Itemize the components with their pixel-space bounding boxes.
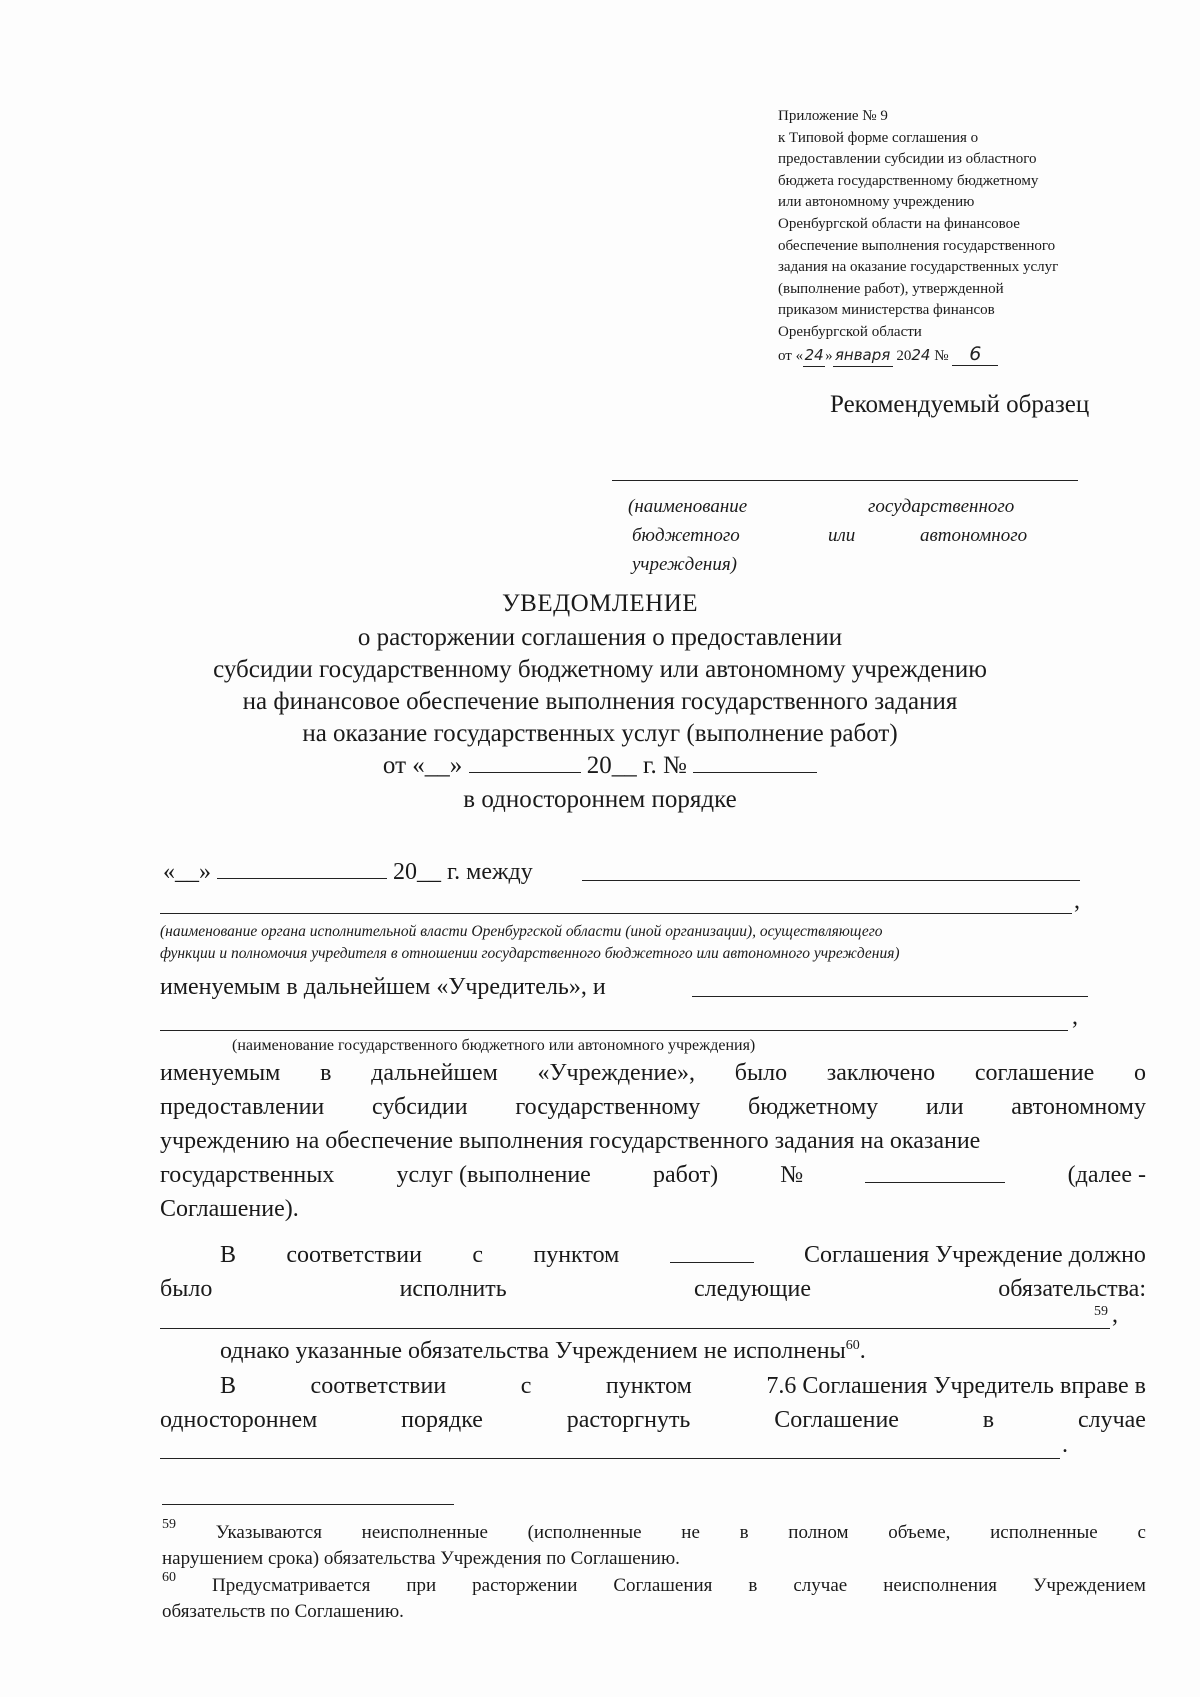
recipient-caption: или bbox=[828, 525, 856, 546]
appendix-line: задания на оказание государственных услуг bbox=[778, 259, 1059, 276]
agreement-date-open: «__» bbox=[163, 859, 217, 885]
word: В bbox=[220, 1373, 237, 1399]
word: случае bbox=[1077, 1407, 1146, 1433]
word: работ) bbox=[653, 1162, 719, 1188]
title-date-prefix: от «__» bbox=[382, 752, 469, 779]
paragraph-line bbox=[220, 1338, 866, 1365]
case-line bbox=[160, 1458, 1060, 1459]
footnote-number: 60 bbox=[162, 1570, 176, 1585]
founder-caption: (наименование органа исполнительной власти Оренбургской области (иной организации), осуществляющего bbox=[160, 923, 883, 940]
handwritten-year-suffix: 24 bbox=[911, 345, 931, 364]
recipient-caption: автономного bbox=[920, 525, 1028, 546]
blank-line bbox=[469, 752, 581, 773]
word: соглашение bbox=[974, 1060, 1095, 1086]
word: при bbox=[406, 1575, 437, 1596]
word: Соглашение bbox=[774, 1407, 899, 1433]
word: государственных bbox=[160, 1162, 335, 1188]
paragraph-line: учреждению на обеспечение выполнения государственного задания на оказание bbox=[160, 1128, 981, 1154]
founder-named-text: именуемым в дальнейшем «Учредитель», и bbox=[160, 974, 606, 1000]
word: 7.6 Соглашения Учредитель вправе в bbox=[766, 1373, 1146, 1399]
paragraph-line bbox=[160, 1407, 1146, 1434]
appendix-line: или автономному учреждению bbox=[778, 194, 975, 211]
word: услуг (выполнение bbox=[396, 1162, 591, 1188]
word: Соглашения bbox=[613, 1575, 713, 1596]
word: было bbox=[734, 1060, 788, 1086]
obligations-line bbox=[160, 1328, 1110, 1329]
blank-line bbox=[865, 1162, 1005, 1183]
footnote-line: обязательств по Соглашению. bbox=[162, 1601, 404, 1622]
appendix-line: обеспечение выполнения государственного bbox=[778, 237, 1056, 254]
word: расторгнуть bbox=[566, 1407, 691, 1433]
word: неисполнения bbox=[883, 1575, 997, 1596]
footnote-marker: 59 bbox=[1094, 1304, 1108, 1319]
handwritten-day: 24 bbox=[803, 345, 825, 368]
title-line: о расторжении соглашения о предоставлении bbox=[357, 624, 843, 651]
appendix-header bbox=[778, 106, 1138, 367]
word: в bbox=[982, 1407, 995, 1433]
word: одностороннем bbox=[160, 1407, 318, 1433]
word: дальнейшем bbox=[371, 1060, 498, 1086]
founder-caption: функции и полномочия учредителя в отношении государственного бюджетного или автономного учреждения) bbox=[160, 945, 900, 962]
word: исполнить bbox=[399, 1276, 507, 1302]
blank-line bbox=[670, 1242, 754, 1263]
document-title: УВЕДОМЛЕНИЕ bbox=[501, 590, 699, 617]
sample-label: Рекомендуемый образец bbox=[830, 391, 1090, 418]
appendix-line: бюджета государственному бюджетному bbox=[778, 172, 1039, 189]
word: обязательства: bbox=[998, 1276, 1146, 1302]
word: с bbox=[520, 1373, 532, 1399]
word: (далее - bbox=[1067, 1162, 1146, 1188]
footnote-line: нарушением срока) обязательства Учреждения по Соглашению. bbox=[162, 1548, 680, 1569]
word: или bbox=[925, 1094, 964, 1120]
word: именуемым bbox=[160, 1060, 281, 1086]
word: было bbox=[160, 1276, 213, 1302]
institution-name-line bbox=[692, 996, 1088, 997]
institution-name-line bbox=[160, 1030, 1068, 1031]
word: полном bbox=[788, 1522, 849, 1543]
appendix-line: Приложение № 9 bbox=[778, 108, 888, 124]
word: Указываются bbox=[215, 1522, 322, 1543]
institution-caption: (наименование государственного бюджетного или автономного учреждения) bbox=[232, 1037, 756, 1054]
word: с bbox=[1137, 1522, 1146, 1543]
comma: , bbox=[1074, 888, 1080, 914]
word: исполненные bbox=[990, 1522, 1098, 1543]
word: следующие bbox=[693, 1276, 812, 1302]
founder-name-line bbox=[160, 913, 1072, 914]
period: . bbox=[859, 1338, 866, 1364]
word: неисполненные bbox=[361, 1522, 488, 1543]
title-line: на оказание государственных услуг (выполнение работ) bbox=[302, 720, 898, 747]
word: о bbox=[1133, 1060, 1146, 1086]
paragraph-line bbox=[220, 1373, 1146, 1400]
not-fulfilled-text: однако указанные обязательства Учреждением не исполнены bbox=[220, 1338, 846, 1364]
word: объеме, bbox=[888, 1522, 951, 1543]
appendix-line: Оренбургской области на финансовое bbox=[778, 215, 1020, 232]
appendix-number-label: № bbox=[934, 347, 949, 364]
word: в bbox=[320, 1060, 332, 1086]
appendix-line: Оренбургской области bbox=[778, 323, 922, 340]
word: в bbox=[739, 1522, 749, 1543]
footnote-separator bbox=[162, 1504, 454, 1505]
appendix-line: к Типовой форме соглашения о bbox=[778, 129, 979, 146]
word: государственному bbox=[515, 1094, 701, 1120]
appendix-line: предоставлении субсидии из областного bbox=[778, 151, 1037, 168]
footnote-line bbox=[162, 1517, 1146, 1544]
word: бюджетному bbox=[748, 1094, 879, 1120]
word: № bbox=[780, 1162, 804, 1188]
appendix-year-prefix: 20 bbox=[896, 347, 912, 364]
appendix-date-mid: » bbox=[825, 347, 833, 364]
word: пунктом bbox=[605, 1373, 692, 1399]
footnote-number: 59 bbox=[162, 1517, 176, 1532]
word: расторжении bbox=[472, 1575, 578, 1596]
recipient-caption: бюджетного bbox=[632, 525, 740, 546]
appendix-date-line bbox=[778, 344, 1138, 368]
footnote-marker: 60 bbox=[845, 1338, 860, 1353]
word: субсидии bbox=[371, 1094, 468, 1120]
blank-line bbox=[693, 752, 817, 773]
word: автономному bbox=[1011, 1094, 1146, 1120]
appendix-line: (выполнение работ), утвержденной bbox=[778, 280, 1004, 297]
word: соответствии bbox=[310, 1373, 447, 1399]
word: В bbox=[220, 1242, 237, 1268]
word: Предусматривается bbox=[211, 1575, 371, 1596]
handwritten-number: 6 bbox=[952, 344, 998, 367]
title-line: в одностороннем порядке bbox=[463, 786, 737, 813]
word: случае bbox=[793, 1575, 848, 1596]
title-line: на финансовое обеспечение выполнения государственного задания bbox=[242, 688, 958, 715]
word: не bbox=[681, 1522, 700, 1543]
word: соответствии bbox=[286, 1242, 422, 1268]
paragraph-line bbox=[160, 1276, 1146, 1303]
word: предоставлении bbox=[160, 1094, 325, 1120]
word: Учреждением bbox=[1032, 1575, 1146, 1596]
word: «Учреждение», bbox=[537, 1060, 696, 1086]
paragraph-line bbox=[160, 1162, 1146, 1189]
agreement-date-mid: 20__ г. между bbox=[387, 859, 533, 885]
blank-line bbox=[217, 858, 387, 879]
paragraph-line: Соглашение). bbox=[160, 1196, 299, 1222]
recipient-caption: государственного bbox=[868, 496, 1015, 517]
word: (исполненные bbox=[527, 1522, 642, 1543]
word: порядке bbox=[401, 1407, 483, 1433]
word: в bbox=[748, 1575, 758, 1596]
word: пунктом bbox=[533, 1242, 620, 1268]
period: . bbox=[1062, 1432, 1068, 1458]
word: с bbox=[472, 1242, 483, 1268]
founder-name-line bbox=[582, 880, 1080, 881]
comma: , bbox=[1072, 1004, 1078, 1030]
title-line: субсидии государственному бюджетному или автономному учреждению bbox=[213, 656, 987, 683]
comma: , bbox=[1112, 1302, 1118, 1328]
recipient-name-line bbox=[612, 480, 1078, 481]
title-date-mid: 20__ г. № bbox=[580, 752, 694, 779]
recipient-caption: (наименование bbox=[628, 496, 748, 517]
paragraph-line bbox=[160, 1094, 1146, 1121]
paragraph-line bbox=[160, 1060, 1146, 1087]
footnote-line bbox=[162, 1570, 1146, 1597]
title-date-line bbox=[0, 752, 1200, 780]
word: заключено bbox=[826, 1060, 936, 1086]
paragraph-line bbox=[220, 1242, 1146, 1269]
word: Соглашения Учреждение должно bbox=[804, 1242, 1146, 1268]
appendix-line: приказом министерства финансов bbox=[778, 302, 995, 319]
agreement-date-line bbox=[163, 858, 533, 886]
appendix-date-prefix: от « bbox=[778, 347, 804, 364]
handwritten-month: января bbox=[833, 345, 893, 368]
recipient-caption: учреждения) bbox=[632, 554, 737, 575]
